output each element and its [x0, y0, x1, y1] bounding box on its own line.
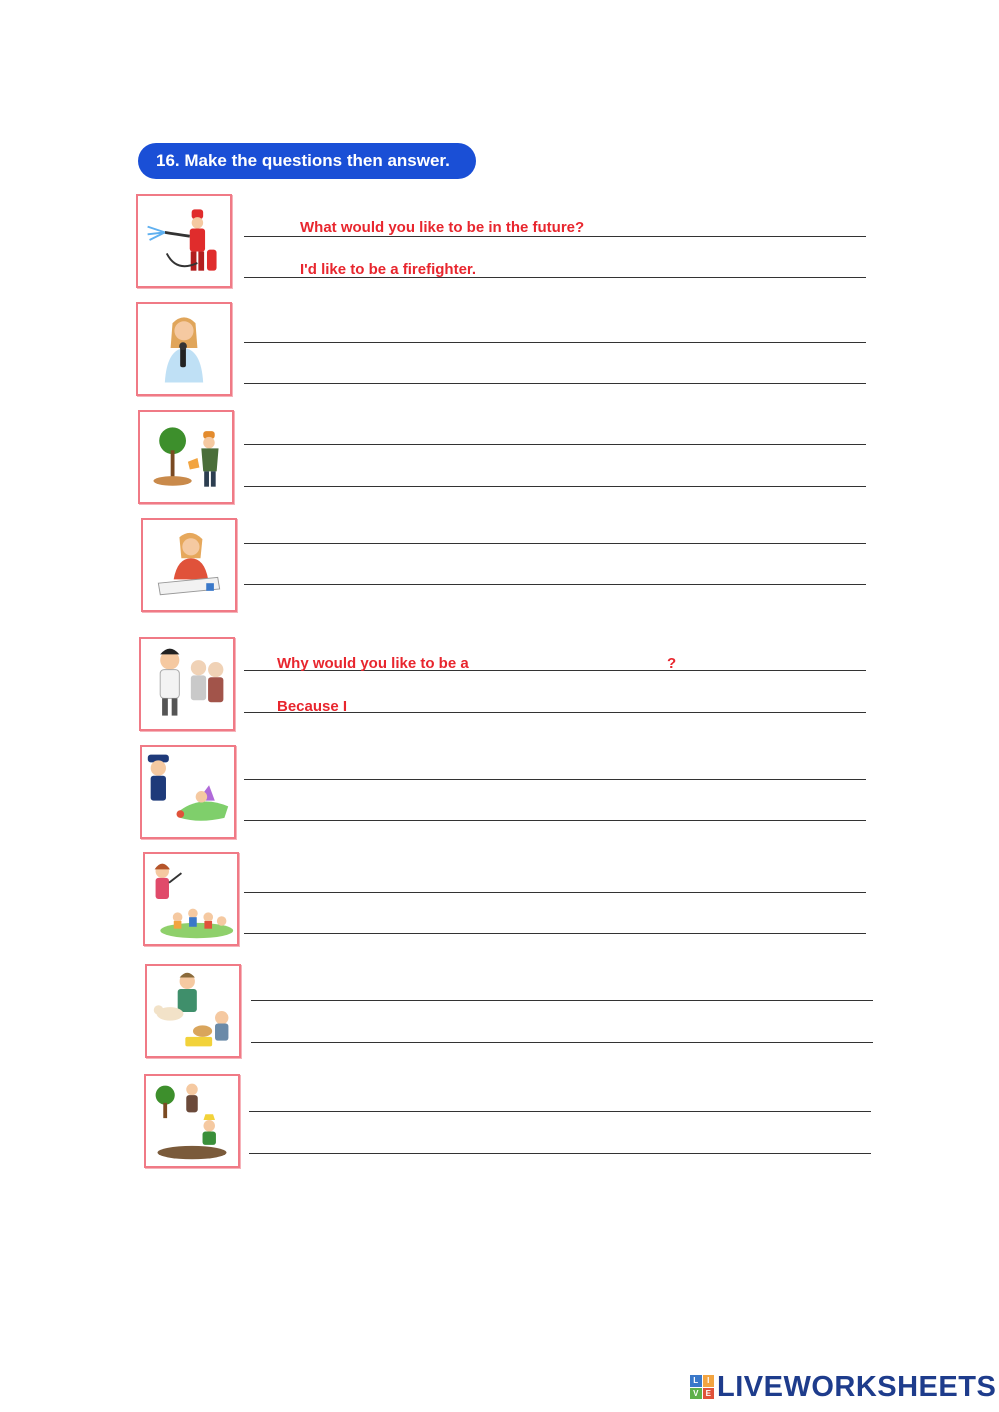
- farmer-icon: [146, 1076, 238, 1166]
- answer-line[interactable]: [244, 892, 866, 893]
- vet-picture: [145, 964, 241, 1058]
- logo-mark-letter: I: [703, 1375, 715, 1387]
- answer-line[interactable]: [244, 486, 866, 487]
- teacher-picture: [143, 852, 239, 946]
- answer-line[interactable]: [249, 1153, 871, 1154]
- logo-text: LIVEWORKSHEETS: [717, 1370, 997, 1403]
- question-mark: ?: [667, 655, 677, 672]
- vet-icon: [147, 966, 239, 1056]
- question-text: What would you like to be in the future?: [300, 219, 585, 236]
- pilot-picture: [140, 745, 236, 839]
- reporter-icon: [138, 304, 230, 394]
- answer-text: Because I: [277, 698, 348, 715]
- answer-line[interactable]: [244, 383, 866, 384]
- answer-line[interactable]: [244, 820, 866, 821]
- logo-mark-letter: V: [690, 1388, 702, 1400]
- answer-text: I'd like to be a firefighter.: [300, 261, 477, 278]
- farmer-picture: [144, 1074, 240, 1168]
- answer-line[interactable]: [244, 779, 866, 780]
- question-text: Why would you like to be a: [277, 655, 469, 672]
- answer-line[interactable]: [244, 543, 866, 544]
- gardener-icon: [140, 412, 232, 502]
- doctor-picture: [139, 637, 235, 731]
- firefighter-picture: [136, 194, 232, 288]
- liveworksheets-logo: [690, 1372, 996, 1402]
- gardener-picture: [138, 410, 234, 504]
- answer-line[interactable]: [244, 444, 866, 445]
- doctor-icon: [141, 639, 233, 729]
- logo-mark-letter: L: [690, 1375, 702, 1387]
- artist-picture: [141, 518, 237, 612]
- pilot-icon: [142, 747, 234, 837]
- logo-mark-icon: [690, 1375, 714, 1399]
- firefighter-icon: [138, 196, 230, 286]
- answer-line[interactable]: [244, 584, 866, 585]
- answer-line[interactable]: [251, 1000, 873, 1001]
- answer-line[interactable]: [244, 236, 866, 237]
- artist-icon: [143, 520, 235, 610]
- answer-line[interactable]: [244, 342, 866, 343]
- reporter-picture: [136, 302, 232, 396]
- answer-line[interactable]: [244, 933, 866, 934]
- answer-line[interactable]: [249, 1111, 871, 1112]
- exercise-title: 16. Make the questions then answer.: [138, 143, 476, 179]
- logo-mark-letter: E: [703, 1388, 715, 1400]
- answer-line[interactable]: [251, 1042, 873, 1043]
- teacher-icon: [145, 854, 237, 944]
